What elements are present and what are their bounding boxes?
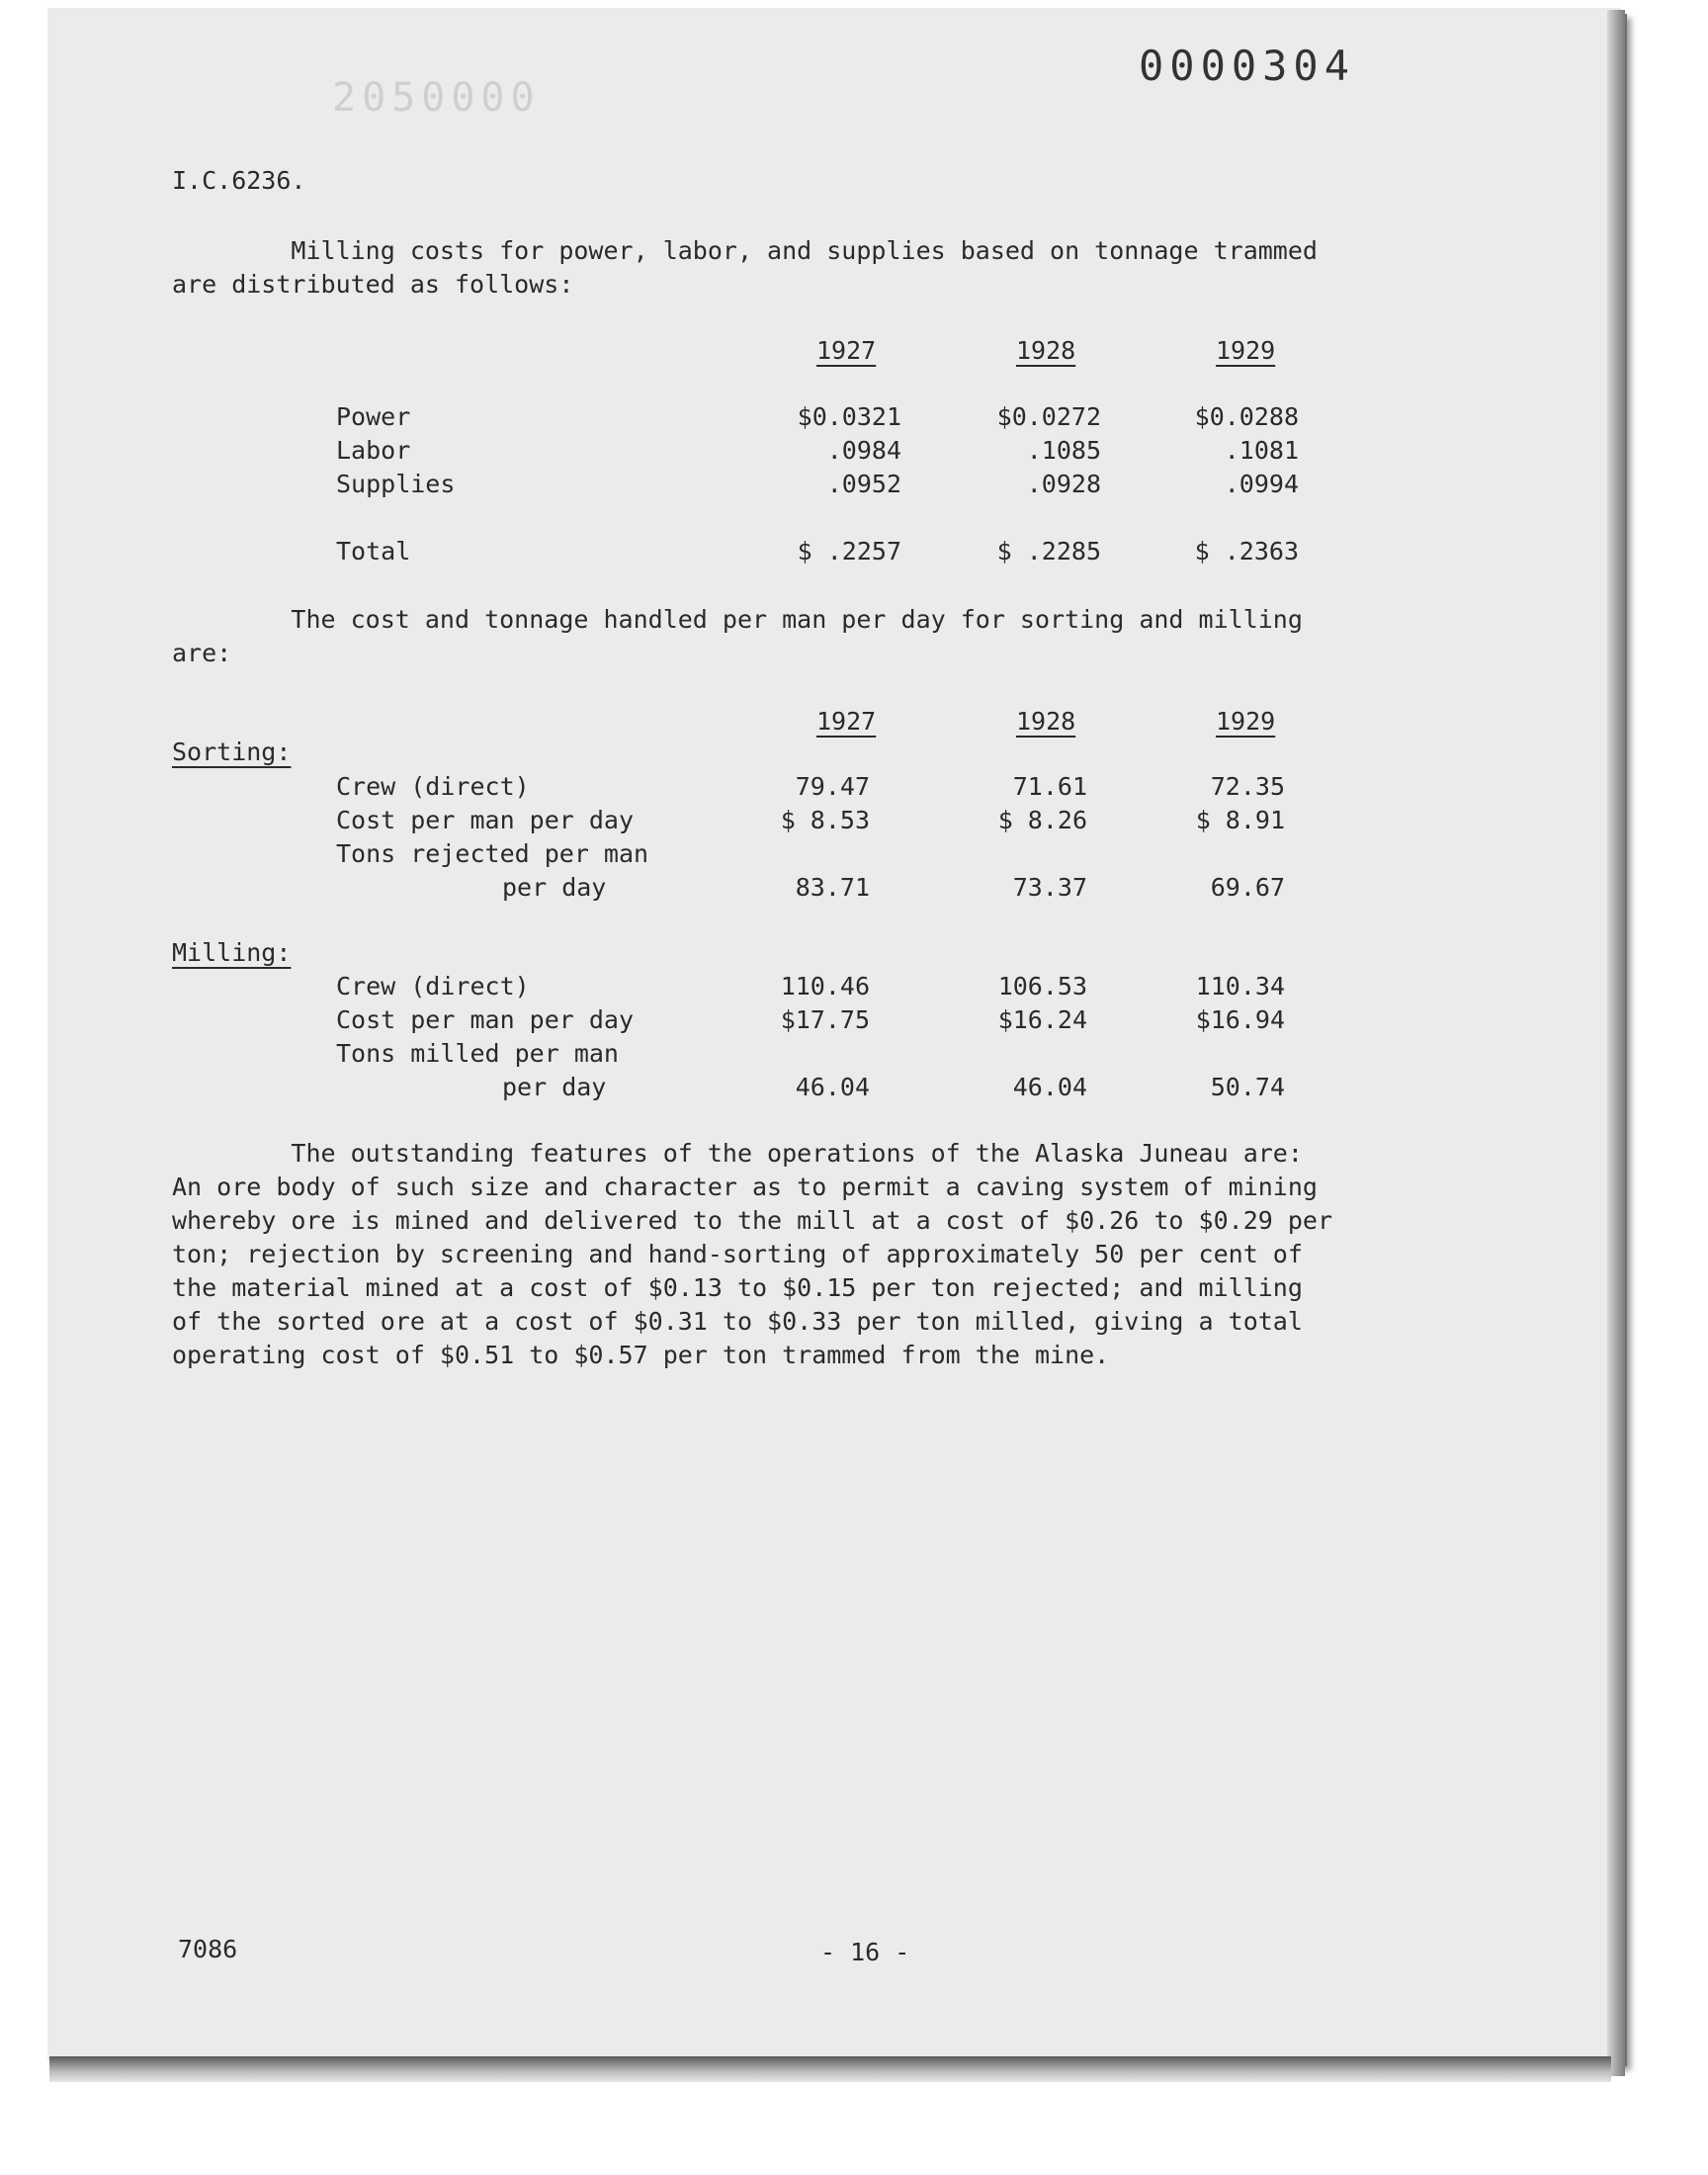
milling-tons-label-1: Tons milled per man: [336, 1039, 619, 1068]
stamp-number: 0000304: [1139, 42, 1356, 90]
sorting-crew-label: Crew (direct): [336, 772, 530, 801]
footer-number: 7086: [178, 1935, 238, 1963]
scanner-bottom-strip: [49, 2056, 1611, 2082]
sorting-crew-cell: 72.35: [1210, 772, 1285, 801]
milling-cost-cell: $16.24: [997, 1005, 1087, 1034]
sorting-cost-cell: $ 8.26: [997, 806, 1087, 834]
table1-cell: $0.0321: [797, 402, 901, 431]
table2-year-1928: 1928: [1016, 707, 1076, 736]
closing-line-1: The outstanding features of the operations of the Alaska Juneau are:: [172, 1139, 1303, 1168]
table1-cell: .0984: [826, 436, 901, 465]
page-number: - 16 -: [820, 1938, 910, 1966]
table1-label-supplies: Supplies: [336, 470, 456, 498]
sorting-cost-cell: $ 8.91: [1195, 806, 1285, 834]
ghost-stamp-number: 2050000: [332, 75, 541, 121]
table1-year-1927: 1927: [816, 336, 877, 365]
closing-line-6: of the sorted ore at a cost of $0.31 to $0.33 per ton milled, giving a total: [172, 1307, 1303, 1336]
table2-year-1929: 1929: [1216, 707, 1276, 736]
table1-label-power: Power: [336, 402, 411, 431]
table1-total-cell: $ .2363: [1194, 537, 1299, 566]
milling-tons-cell: 46.04: [1012, 1073, 1087, 1101]
closing-line-3: whereby ore is mined and delivered to the mill at a cost of $0.26 to $0.29 per: [172, 1206, 1332, 1235]
sorting-tons-label-1: Tons rejected per man: [336, 839, 649, 868]
table1-total-cell: $ .2257: [797, 537, 901, 566]
milling-tons-label-2: per day: [502, 1073, 607, 1101]
page-edge-shadow: [1607, 10, 1625, 2076]
sorting-cost-cell: $ 8.53: [780, 806, 870, 834]
table1-cell: $0.0288: [1194, 402, 1299, 431]
table1-label-labor: Labor: [336, 436, 411, 465]
sorting-crew-cell: 71.61: [1012, 772, 1087, 801]
sorting-cost-label: Cost per man per day: [336, 806, 635, 834]
closing-line-7: operating cost of $0.51 to $0.57 per ton trammed from the mine.: [172, 1341, 1110, 1369]
table1-total-cell: $ .2285: [996, 537, 1101, 566]
milling-cost-label: Cost per man per day: [336, 1005, 635, 1034]
sorting-tons-cell: 83.71: [795, 873, 870, 902]
milling-crew-cell: 106.53: [997, 972, 1087, 1000]
closing-line-2: An ore body of such size and character as to permit a caving system of mining: [172, 1173, 1318, 1201]
intro2-line-2: are:: [172, 639, 232, 667]
doc-id: I.C.6236.: [172, 166, 306, 195]
sorting-crew-cell: 79.47: [795, 772, 870, 801]
table1-cell: .1081: [1224, 436, 1299, 465]
closing-line-5: the material mined at a cost of $0.13 to $0.15 per ton rejected; and milling: [172, 1273, 1303, 1302]
milling-cost-cell: $17.75: [780, 1005, 870, 1034]
table1-year-1929: 1929: [1216, 336, 1276, 365]
intro1-line-1: Milling costs for power, labor, and supplies based on tonnage trammed: [172, 236, 1318, 265]
milling-crew-cell: 110.46: [780, 972, 870, 1000]
intro2-line-1: The cost and tonnage handled per man per day for sorting and milling: [172, 605, 1303, 634]
milling-crew-cell: 110.34: [1195, 972, 1285, 1000]
milling-crew-label: Crew (direct): [336, 972, 530, 1000]
table1-cell: .0994: [1224, 470, 1299, 498]
sorting-tons-cell: 73.37: [1012, 873, 1087, 902]
table1-label-total: Total: [336, 537, 411, 566]
sorting-heading: Sorting:: [172, 738, 292, 766]
table1-year-1928: 1928: [1016, 336, 1076, 365]
milling-heading: Milling:: [172, 938, 292, 967]
closing-line-4: ton; rejection by screening and hand-sorting of approximately 50 per cent of: [172, 1240, 1303, 1268]
table1-cell: .0952: [826, 470, 901, 498]
sorting-tons-label-2: per day: [502, 873, 607, 902]
table1-cell: $0.0272: [996, 402, 1101, 431]
table1-cell: .0928: [1026, 470, 1101, 498]
table1-cell: .1085: [1026, 436, 1101, 465]
sorting-tons-cell: 69.67: [1210, 873, 1285, 902]
milling-tons-cell: 50.74: [1210, 1073, 1285, 1101]
milling-tons-cell: 46.04: [795, 1073, 870, 1101]
table2-year-1927: 1927: [816, 707, 877, 736]
milling-cost-cell: $16.94: [1195, 1005, 1285, 1034]
intro1-line-2: are distributed as follows:: [172, 270, 574, 299]
